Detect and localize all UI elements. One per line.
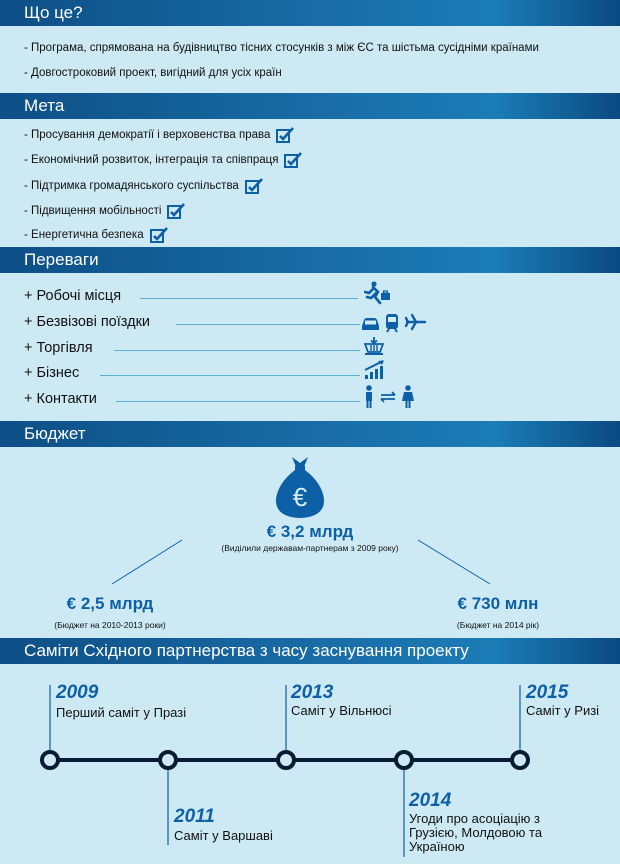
checkbox-checked-icon <box>245 178 263 194</box>
section-title-summits: Саміти Східного партнерства з часу заснування проекту <box>24 641 469 660</box>
goal-item-text: - Енергетична безпека <box>24 229 144 241</box>
timeline-node-2009 <box>42 752 58 768</box>
summit-text-2013: Саміт у Вільнюсі <box>291 703 392 718</box>
benefit-connector-line <box>140 298 358 299</box>
checkbox-checked-icon <box>167 203 185 219</box>
summit-year-2011: 2011 <box>174 806 215 827</box>
benefit-connector-line <box>100 375 360 376</box>
section-header-goal <box>0 93 620 119</box>
goal-item-text: - Просування демократії і верховенства права <box>24 129 271 141</box>
budget-right-note: (Бюджет на 2014 рік) <box>456 620 540 630</box>
benefit-connector-line <box>114 350 360 351</box>
budget-total-amount: € 3,2 млрд <box>266 522 354 541</box>
checkbox-checked-icon <box>276 127 294 143</box>
section-title-benefits: Переваги <box>24 250 99 269</box>
growth-chart-icon <box>364 360 386 380</box>
benefit-jobs: + Робочі місця <box>24 288 122 304</box>
section-title-what: Що це? <box>24 3 83 22</box>
summit-text-2015: Саміт у Ризі <box>526 703 600 718</box>
timeline-node-2011 <box>160 752 176 768</box>
section-title-budget: Бюджет <box>24 424 86 443</box>
benefit-contacts: + Контакти <box>24 391 97 407</box>
benefit-business: + Бізнес <box>24 365 80 381</box>
benefit-connector-line <box>176 324 360 325</box>
euro-symbol: € <box>292 482 308 512</box>
goal-item-4 <box>24 203 185 219</box>
goal-item-2 <box>24 152 302 168</box>
goal-item-text: - Підтримка громадянського суспільства <box>24 180 239 192</box>
goal-item-3 <box>24 178 263 194</box>
running-person-briefcase-icon <box>364 281 392 305</box>
summit-year-2014: 2014 <box>409 790 452 811</box>
timeline-node-2015 <box>512 752 528 768</box>
checkbox-checked-icon <box>284 152 302 168</box>
car-train-plane-icon <box>361 312 427 334</box>
section-header-budget <box>0 421 620 447</box>
money-bag-icon <box>270 455 330 521</box>
what-item-1: - Програма, спрямована на будівництво тісних стосунків з між ЄС та шістьма сусідніми країнами <box>24 42 539 54</box>
benefit-trade: + Торгівля <box>24 340 93 356</box>
shopping-basket-icon <box>364 336 384 356</box>
summit-text-2014: Угоди про асоціацію з Грузією, Молдовою та Україною <box>409 811 543 854</box>
summit-text-2009: Перший саміт у Празі <box>56 705 187 720</box>
what-item-2: - Довгостроковий проект, вигідний для усіх країн <box>24 67 282 79</box>
timeline-node-2014 <box>396 752 412 768</box>
goal-item-text: - Підвищення мобільності <box>24 205 162 217</box>
budget-total-note: (Виділили державам-партнерам з 2009 року) <box>221 543 399 553</box>
budget-right-amount: € 730 млн <box>457 594 539 613</box>
section-title-goal: Мета <box>24 96 65 115</box>
budget-right <box>428 594 568 630</box>
timeline-node-2013 <box>278 752 294 768</box>
benefit-visa-free: + Безвізові поїздки <box>24 314 151 330</box>
summit-year-2009: 2009 <box>56 682 99 703</box>
summit-year-2013: 2013 <box>291 682 334 703</box>
section-header-benefits <box>0 247 620 273</box>
budget-left-note: (Бюджет на 2010-2013 роки) <box>54 620 166 630</box>
goal-item-5 <box>24 227 168 243</box>
summit-text-2011: Саміт у Варшаві <box>174 828 273 843</box>
budget-left-amount: € 2,5 млрд <box>66 594 154 613</box>
checkbox-checked-icon <box>150 227 168 243</box>
benefit-connector-line <box>116 401 360 402</box>
budget-connector-lines <box>0 530 620 590</box>
people-exchange-icon <box>363 385 419 409</box>
section-header-summits <box>0 638 620 664</box>
section-header-what <box>0 0 620 26</box>
goal-item-1 <box>24 127 294 143</box>
goal-item-text: - Економічний розвиток, інтеграція та співпраця <box>24 154 279 166</box>
budget-left <box>40 594 180 630</box>
summit-year-2015: 2015 <box>526 682 569 703</box>
